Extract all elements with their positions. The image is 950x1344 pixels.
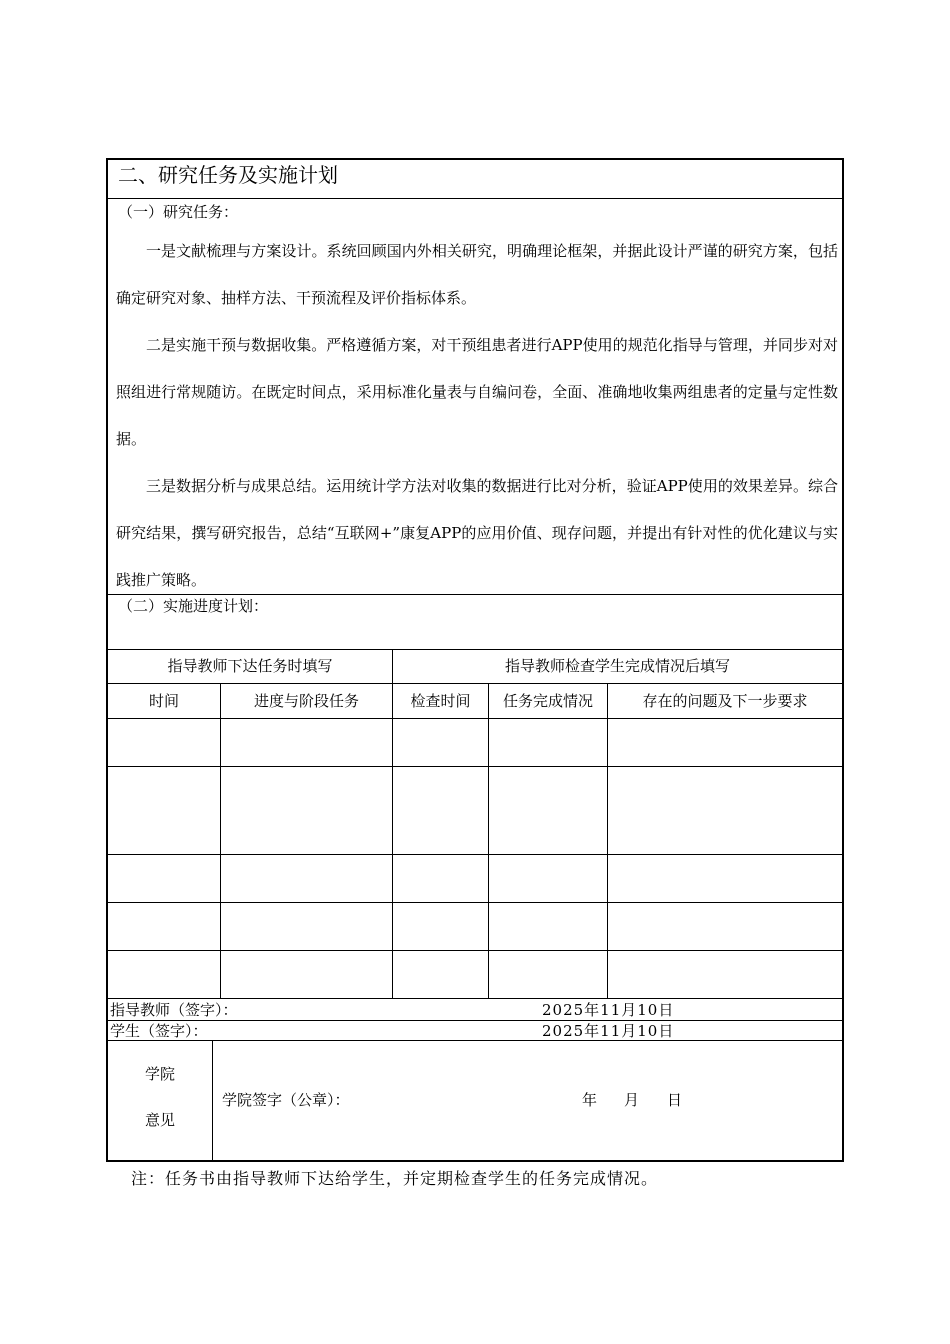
section-title: 二、研究任务及实施计划 [118,163,338,187]
divider [108,594,842,595]
col-header-progress: 进度与阶段任务 [253,692,359,710]
col-header-issues: 存在的问题及下一步要求 [642,692,808,710]
college-month: 月 [624,1091,640,1109]
student-sign-date: 2025年11月10日 [542,1022,675,1040]
college-label-bottom: 意见 [144,1111,175,1129]
group-header-right: 指导教师检查学生完成情况后填写 [504,657,730,675]
paragraph-3: 三是数据分析与成果总结。运用统计学方法对收集的数据进行比对分析，验证APP使用的效果差异。综合研究结果，撰写研究报告，总结“互联网+”康复APP的应用价值、现存问题，并提出有针对性的优化建议与实践推广策略。 [116,477,838,589]
divider [108,198,842,199]
student-sign-label: 学生（签字）： [110,1022,208,1040]
teacher-sign-label: 指导教师（签字）： [110,1001,238,1019]
college-day: 日 [667,1091,683,1109]
plan-heading: （二）实施进度计划： [118,597,269,615]
group-header-left: 指导教师下达任务时填写 [167,657,333,675]
task-heading: （一）研究任务： [118,203,239,221]
col-header-check-time: 检查时间 [410,692,471,710]
college-sign-label: 学院签字（公章）： [222,1091,350,1109]
college-year: 年 [582,1091,598,1109]
footnote: 注：任务书由指导教师下达给学生，并定期检查学生的任务完成情况。 [131,1169,659,1188]
task-form [106,158,844,1162]
col-header-time: 时间 [148,692,179,710]
col-header-completion: 任务完成情况 [502,692,593,710]
college-label-top: 学院 [144,1065,175,1083]
teacher-sign-date: 2025年11月10日 [542,1001,675,1019]
paragraph-1: 一是文献梳理与方案设计。系统回顾国内外相关研究，明确理论框架，并据此设计严谨的研究方案，包括确定研究对象、抽样方法、干预流程及评价指标体系。 [116,242,838,307]
paragraph-2: 二是实施干预与数据收集。严格遵循方案，对干预组患者进行APP使用的规范化指导与管理，并同步对对照组进行常规随访。在既定时间点，采用标准化量表与自编问卷，全面、准确地收集两组患者的定量与定性数据。 [116,336,838,448]
